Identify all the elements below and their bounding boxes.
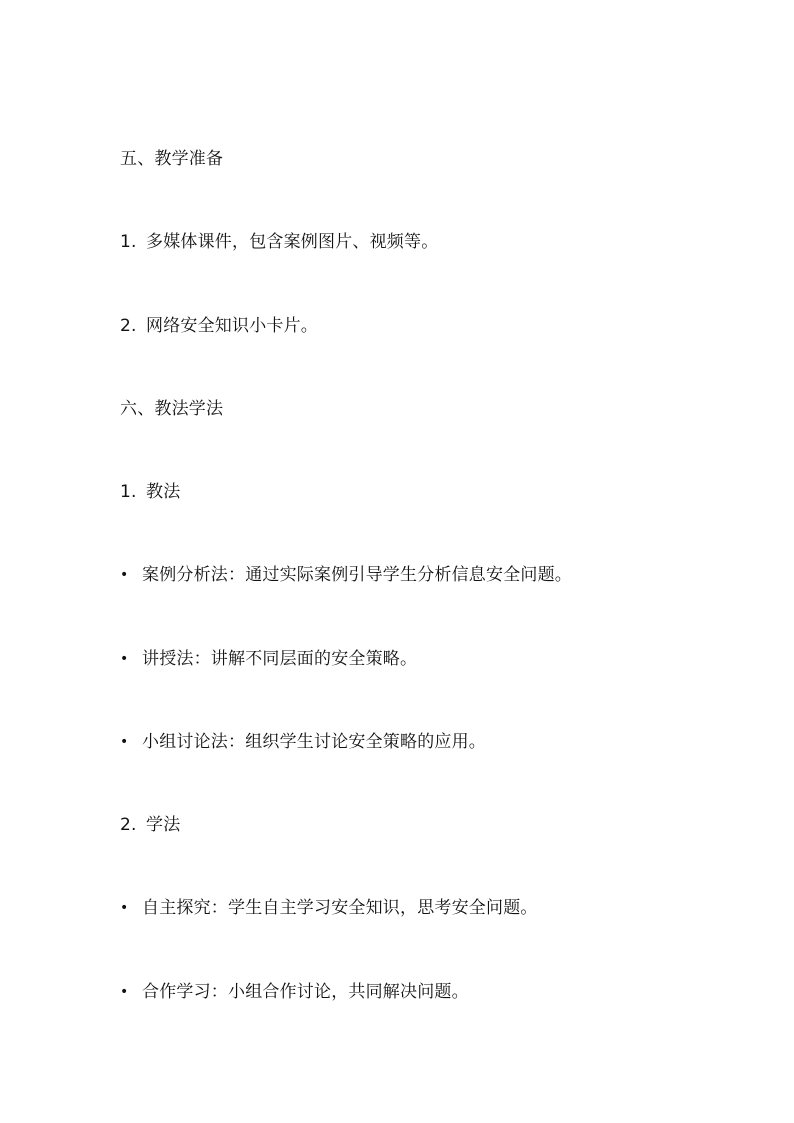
list-item (120, 897, 538, 920)
list-item-text: 合作学习：小组合作讨论，共同解决问题。 (142, 982, 469, 1002)
bullet-icon: • (120, 984, 129, 1000)
list-item-text: 讲授法：讲解不同层面的安全策略。 (142, 649, 418, 669)
list-item-text: 案例分析法：通过实际案例引导学生分析信息安全问题。 (142, 565, 572, 585)
section-heading-teaching-preparation: 五、教学准备 (120, 149, 224, 169)
bullet-icon: • (120, 567, 129, 583)
subsection-learning-method (120, 814, 180, 836)
preparation-item-2 (120, 315, 318, 337)
subsection-title: 教法 (146, 482, 181, 502)
subsection-title: 学法 (146, 815, 181, 835)
bullet-icon: • (120, 900, 129, 916)
item-number: 1. (120, 482, 137, 502)
preparation-item-1 (120, 231, 438, 253)
item-text: 多媒体课件，包含案例图片、视频等。 (146, 232, 439, 252)
list-item (120, 648, 417, 671)
list-item-text: 小组讨论法：组织学生讨论安全策略的应用。 (142, 732, 486, 752)
bullet-icon: • (120, 651, 129, 667)
subsection-teaching-method (120, 481, 180, 503)
list-item (120, 981, 469, 1004)
list-item-text: 自主探究：学生自主学习安全知识，思考安全问题。 (142, 898, 538, 918)
section-heading-teaching-methods: 六、教法学法 (120, 399, 224, 419)
list-item (120, 731, 486, 754)
item-number: 2. (120, 815, 137, 835)
bullet-icon: • (120, 734, 129, 750)
item-number: 2. (120, 316, 137, 336)
item-number: 1. (120, 232, 137, 252)
item-text: 网络安全知识小卡片。 (146, 316, 318, 336)
list-item (120, 564, 572, 587)
